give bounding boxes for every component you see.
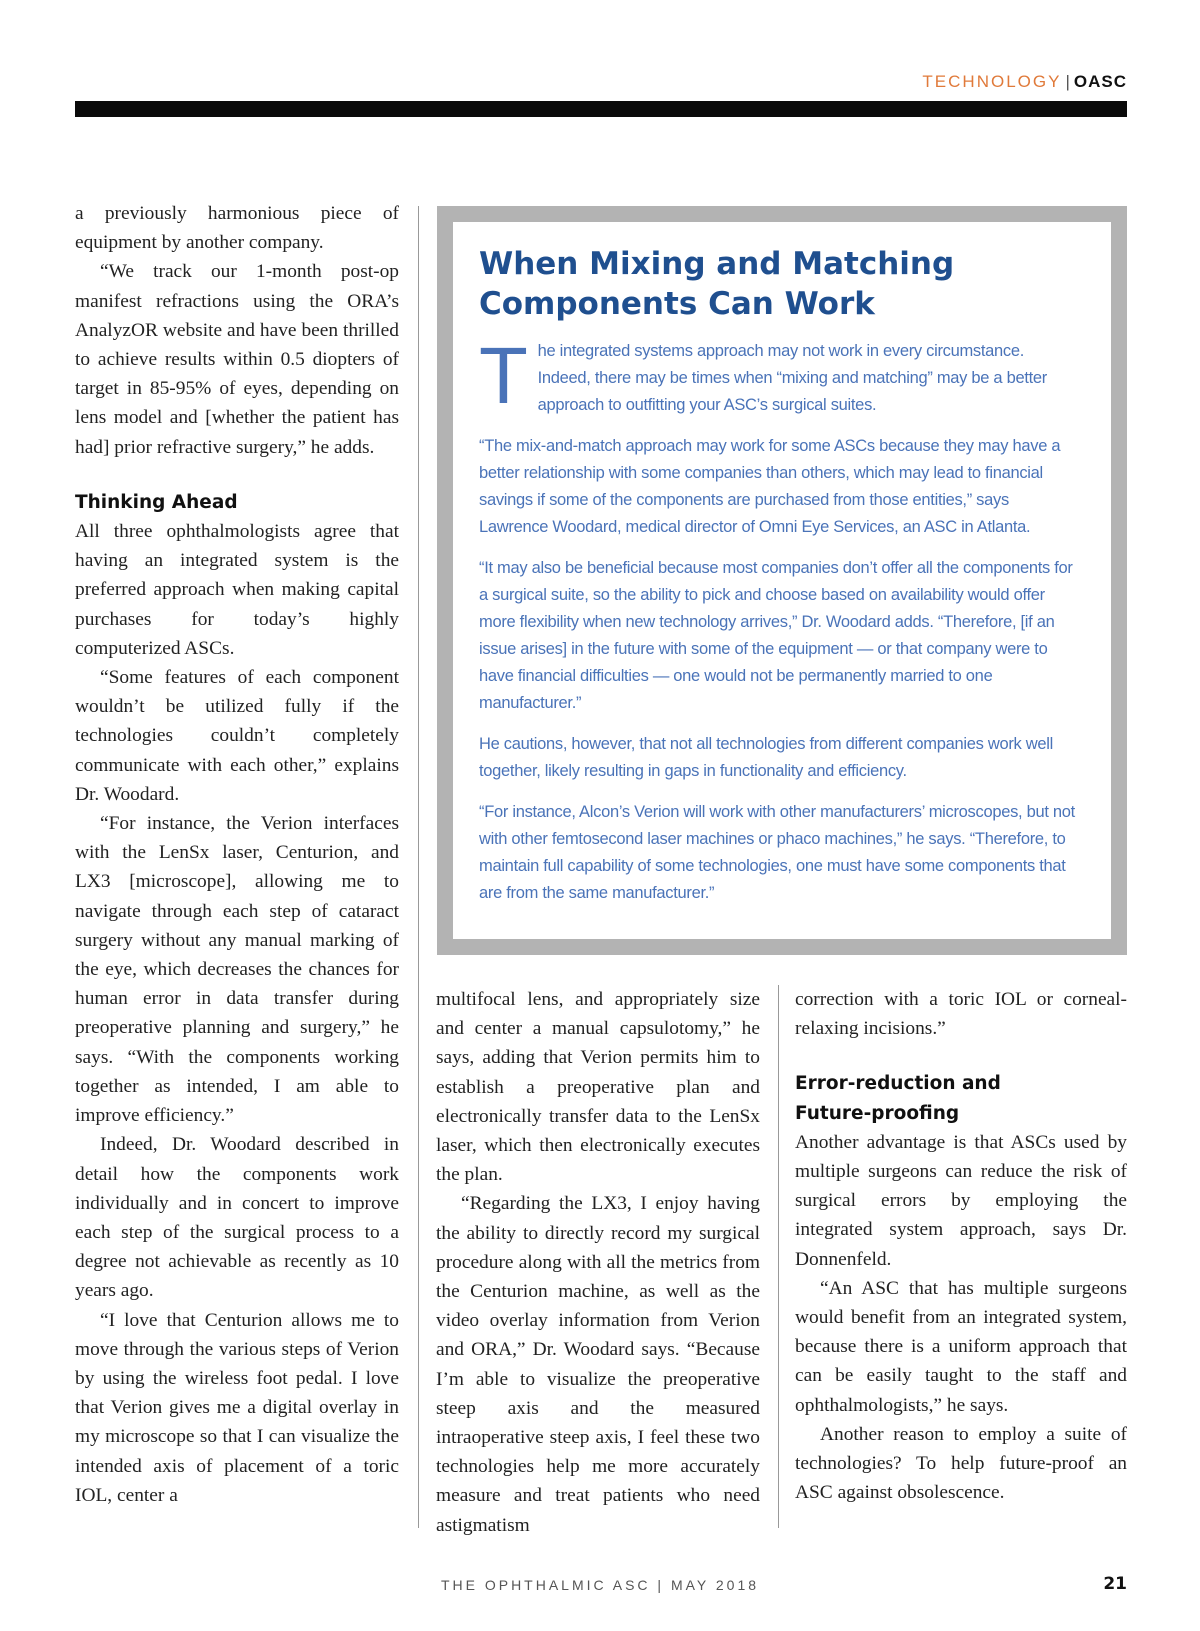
header-separator: | [1065, 72, 1070, 91]
publication-label: OASC [1073, 72, 1127, 91]
middle-column [436, 985, 760, 1540]
body-paragraph: Indeed, Dr. Woodard described in detail how the components work individually and in concert to improve each step of the surgical process to a degree not achievable as recently as 10 years ago. [75, 1134, 399, 1302]
body-paragraph: “For instance, the Verion interfaces with the LenSx laser, Centurion, and LX3 [microscope], allowing me to navigate through each step of cataract surgery without any manual marking of the eye, which decreases the chances for human error in data transfer during preoperative planning and surgery,” he says. “With the components working together as intended, I am able to improve efficiency.” [75, 813, 399, 1127]
column-divider [778, 985, 779, 1528]
sidebar-body [479, 331, 1079, 921]
body-paragraph: “Regarding the LX3, I enjoy having the ability to directly record my surgical procedure along with all the metrics from the Centurion machine, as well as the video overlay information from Verion and ORA,” Dr. Woodard says. “Because I’m able to visualize the preoperative steep axis and the measured intraoperative steep axis, I feel these two technologies help me more accurately measure and treat patients who need astigmatism [436, 1193, 760, 1536]
column-divider [418, 206, 419, 1528]
sidebar-paragraph: “The mix-and-match approach may work for some ASCs because they may have a better relationship with some companies than others, which may lead to financial savings if some of the components are purchased from those entities,” says Lawrence Woodard, medical director of Omni Eye Services, an ASC in Atlanta. [479, 437, 1061, 536]
section-heading [795, 1069, 1127, 1127]
body-paragraph: Another advantage is that ASCs used by multiple surgeons can reduce the risk of surgical errors by employing the integrated system approach, says Dr. Donnenfeld. [795, 1131, 1127, 1270]
body-paragraph: “We track our 1-month post-op manifest refractions using the ORA’s AnalyzOR website and have been thrilled to achieve results within 0.5 diopters of target in 85-95% of eyes, depending on lens model and [whether the patient has had] prior refractive surgery,” he adds. [75, 261, 399, 458]
header-rule [75, 101, 1127, 117]
sidebar-paragraph: “It may also be beneficial because most companies don’t offer all the components for a surgical suite, so the ability to pick and choose based on availability would offer more flexibility when new technology arrives,” Dr. Woodard adds. “Therefore, [if an issue arises] in the future with some of the equipment — or that company were to have financial difficulties — one would not be permanently married to one manufacturer.” [479, 559, 1073, 712]
sidebar-paragraph: He cautions, however, that not all technologies from different companies work well together, likely resulting in gaps in functionality and efficiency. [479, 735, 1053, 780]
section-heading-line: Error-reduction and [795, 1073, 1001, 1095]
body-paragraph: “I love that Centurion allows me to move through the various steps of Verion by using the wireless foot pedal. I love that Verion gives me a digital overlay in my microscope so that I can visualize the intended axis of placement of a toric IOL, center a [75, 1309, 399, 1506]
drop-cap: T [479, 331, 528, 420]
page-number: 21 [1103, 1574, 1127, 1594]
body-paragraph: multifocal lens, and appropriately size and center a manual capsulotomy,” he says, adding that Verion permits him to establish a preoperative plan and electronically transfer data to the LenSx laser, which then electronically executes the plan. [436, 989, 760, 1186]
body-paragraph: Another reason to employ a suite of technologies? To help future-proof an ASC against obsolescence. [795, 1423, 1127, 1504]
body-paragraph: a previously harmonious piece of equipment by another company. [75, 203, 399, 254]
running-header [75, 72, 1127, 96]
right-column [795, 985, 1127, 1507]
sidebar-title [479, 244, 1079, 324]
section-label: TECHNOLOGY [922, 72, 1062, 91]
body-paragraph: All three ophthalmologists agree that having an integrated system is the preferred approach when making capital purchases for today’s highly computerized ASCs. [75, 521, 399, 659]
sidebar-title-line: Components Can Work [479, 286, 875, 322]
left-column [75, 199, 399, 1510]
body-paragraph: “Some features of each component wouldn’t be utilized fully if the technologies couldn’t completely communicate with each other,” explains Dr. Woodard. [75, 667, 399, 805]
body-paragraph: correction with a toric IOL or corneal-relaxing incisions.” [795, 989, 1127, 1040]
section-heading-line: Future-proofing [795, 1102, 960, 1124]
sidebar-paragraph: he integrated systems approach may not work in every circumstance. Indeed, there may be times when “mixing and matching” may be a better approach to outfitting your ASC’s surgical suites. [537, 342, 1047, 414]
body-paragraph: “An ASC that has multiple surgeons would benefit from an integrated system, because there is a uniform approach that can be easily taught to the staff and ophthalmologists,” he says. [795, 1277, 1127, 1416]
sidebar-paragraph: “For instance, Alcon’s Verion will work with other manufacturers’ microscopes, but not with other femtosecond laser machines or phaco machines,” he says. “Therefore, to maintain full capability of some technologies, one must have some components that are from the same manufacturer.” [479, 803, 1075, 902]
sidebar-title-line: When Mixing and Matching [479, 246, 955, 282]
section-heading: Thinking Ahead [75, 491, 238, 513]
footer-text: THE OPHTHALMIC ASC | MAY 2018 [440, 1577, 760, 1593]
